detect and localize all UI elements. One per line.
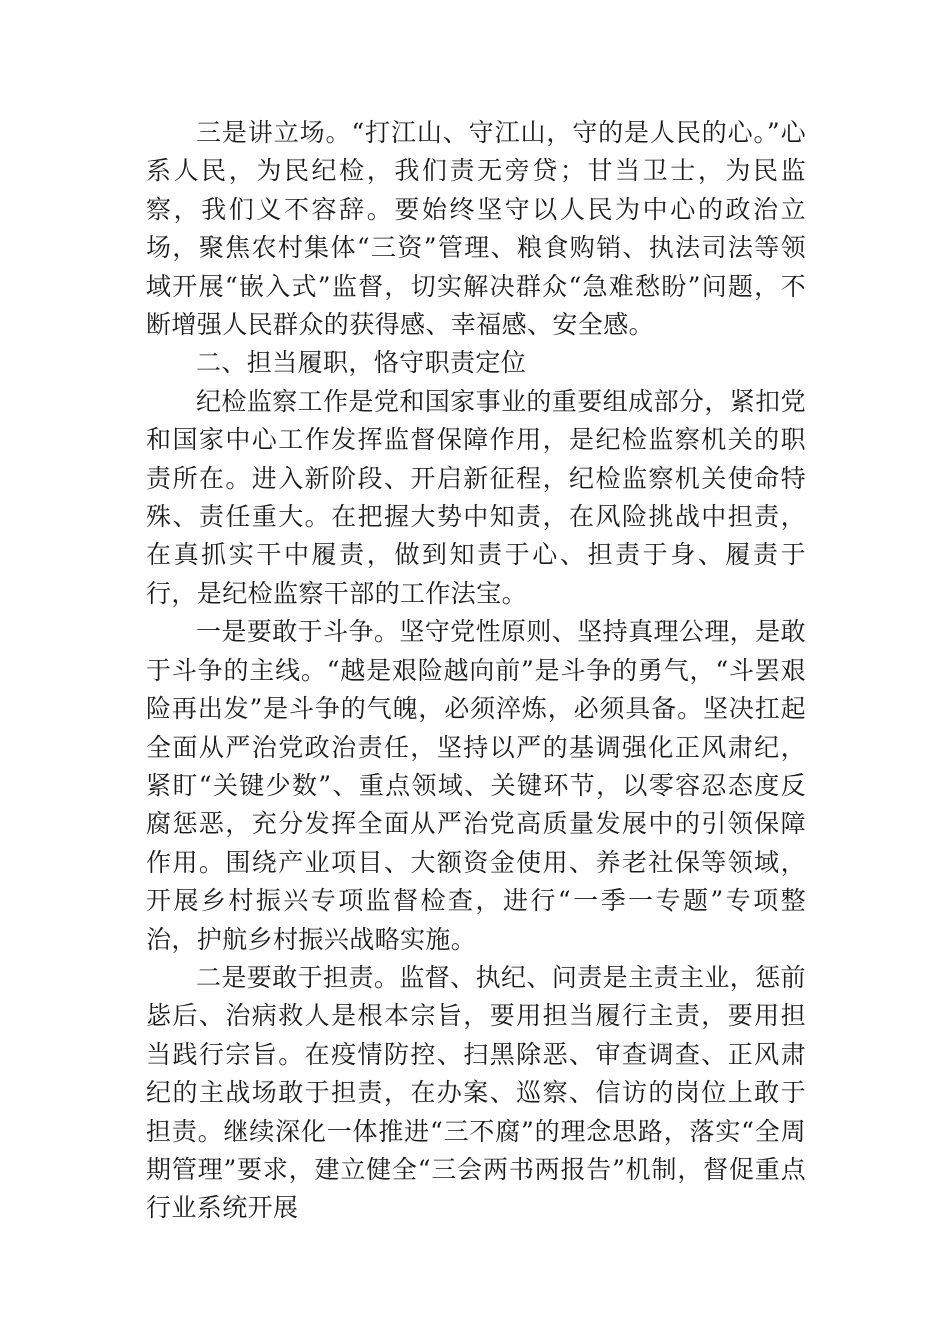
paragraph-one-struggle: 一是要敢于斗争。坚守党性原则、坚持真理公理，是敢于斗争的主线。“越是艰险越向前”是斗争的勇气，“斗罢艰险再出发”是斗争的气魄，必须淬炼，必须具备。坚决扛起全面从严治党政治责任，坚持以严的基调强化正风肃纪，紧盯“关键少数”、重点领域、关键环节，以零容忍态度反腐惩恶，充分发挥全面从严治党高质量发展中的引领保障作用。围绕产业项目、大额资金使用、养老社保等领域，开展乡村振兴专项监督检查，进行“一季一专题”专项整治，护航乡村振兴战略实施。 [146,617,806,954]
paragraph-duty-intro: 纪检监察工作是党和国家事业的重要组成部分，紧扣党和国家中心工作发挥监督保障作用，是纪检监察机关的职责所在。进入新阶段、开启新征程，纪检监察机关使命特殊、责任重大。在把握大势中知责，在风险挑战中担责，在真抓实干中履责，做到知责于心、担责于身、履责于行，是纪检监察干部的工作法宝。 [146,386,806,608]
paragraph-two-responsibility: 二是要敢于担责。监督、执纪、问责是主责主业，惩前毖后、治病救人是根本宗旨，要用担当履行主责，要用担当践行宗旨。在疫情防控、扫黑除恶、审查调查、正风肃纪的主战场敢于担责，在办案、巡察、信访的岗位上敢于担责。继续深化一体推进“三不腐”的理念思路，落实“全周期管理”要求，建立健全“三会两书两报告”机制，督促重点行业系统开展 [146,962,806,1223]
document-body [146,114,806,1228]
paragraph-three-standpoint: 三是讲立场。“打江山、守江山，守的是人民的心。”心系人民，为民纪检，我们责无旁贷；甘当卫士，为民监察，我们义不容辞。要始终坚守以人民为中心的政治立场，聚焦农村集体“三资”管理、粮食购销、执法司法等领域开展“嵌入式”监督，切实解决群众“急难愁盼”问题，不断增强人民群众的获得感、幸福感、安全感。 [146,118,806,340]
section-heading-two: 二、担当履职，恪守职责定位 [196,348,527,378]
